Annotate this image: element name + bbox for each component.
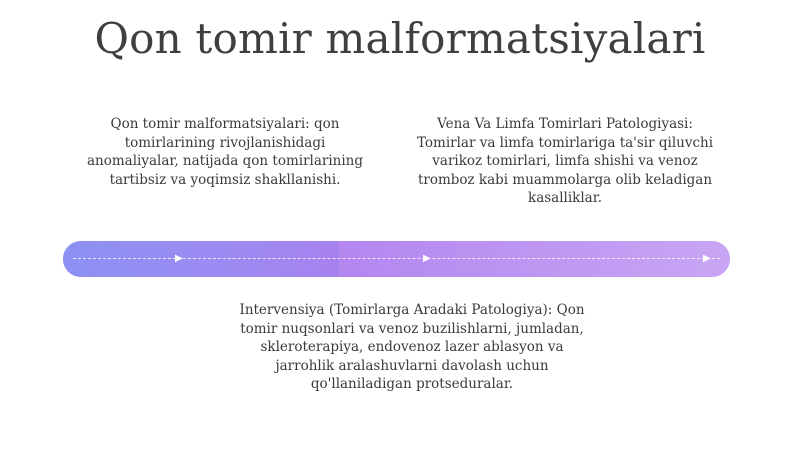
card-intervention: Intervensiya (Tomirlarga Aradaki Patologiya): Qon tomir nuqsonlari va venoz buzilishlarni, jumladan, skleroterapiya, endovenoz lazer ablasyon va jarrohlik aralashuvlarni davolash uchun qo'llaniladigan protseduralar. bbox=[239, 302, 585, 392]
timeline-segment-2 bbox=[199, 241, 339, 277]
arrow-right-icon: ▶ bbox=[423, 253, 431, 264]
timeline-bar bbox=[63, 241, 730, 277]
card-vein-lymph-pathology: Vena Va Limfa Tomirlari Patologiyasi: Tomirlar va limfa tomirlariga ta'sir qiluvchi varikoz tomirlari, limfa shishi va venoz tromboz kabi muammolarga olib keladigan kasalliklar. bbox=[416, 116, 714, 206]
arrow-right-icon: ▶ bbox=[175, 253, 183, 264]
timeline-dashed-line bbox=[73, 258, 720, 259]
card-vascular-malformations: Qon tomir malformatsiyalari: qon tomirlarining rivojlanishidagi anomaliyalar, natijada qon tomirlarining tartibsiz va yoqimsiz shakllanishi. bbox=[86, 116, 364, 188]
page-title: Qon tomir malformatsiyalari bbox=[94, 14, 706, 63]
timeline-segment-3 bbox=[339, 241, 730, 277]
arrow-right-icon: ▶ bbox=[703, 253, 711, 264]
